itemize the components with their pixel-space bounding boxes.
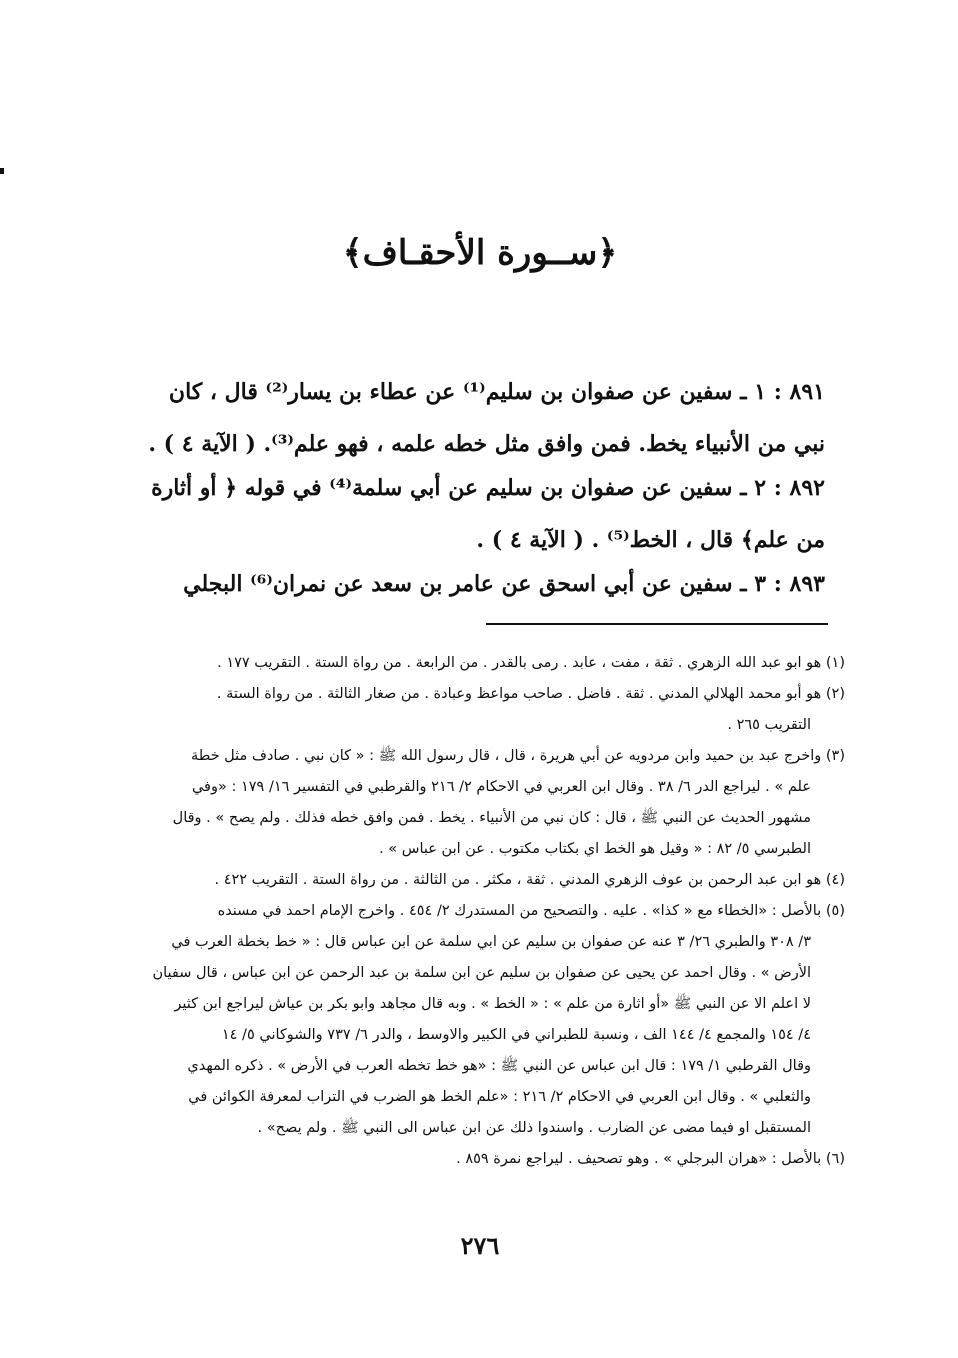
footnote-line: لا اعلم الا عن النبي ﷺ «أو اثارة من علم » : « الخط » . وبه قال مجاهد وابو بكر بن عياش ليراجع ابن كثير <box>174 996 811 1012</box>
footnote-line: (١) هو ابو عبد الله الزهري . ثقة ، مفت ، عابد . رمى بالقدر . من الرابعة . من رواة الستة . التقريب ١٧٧ . <box>217 655 845 671</box>
footnote-line: (٣) واخرج عبد بن حميد وابن مردويه عن أبي هريرة ، قال ، قال رسول الله ﷺ : « كان نبي . صادف مثل خطة <box>190 748 845 764</box>
footnote-line: (٥) بالأصل : «الخطاء مع « كذا» . عليه . والتصحيح من المستدرك ٢/ ٤٥٤ . واخرج الإمام احمد في مسنده <box>217 903 845 919</box>
footnote-line: (٤) هو ابن عبد الرحمن بن عوف الزهري المدني . ثقة ، مكثر . من الثالثة . من رواة الستة . التقريب ٤٢٢ . <box>214 872 845 888</box>
footnote-5 <box>133 896 845 1144</box>
sura-title: ﴿ســورة الأحقـاف﴾ <box>342 233 618 273</box>
footnote-line: التقريب ٢٦٥ . <box>727 717 811 733</box>
footnote-line: الطبرسي ٥/ ٨٢ : « وقيل هو الخط اي بكتاب مكتوب . عن ابن عباس » . <box>379 841 811 857</box>
hadith-entry-892 <box>133 462 825 566</box>
footnote-separator <box>486 623 828 625</box>
footnote-3 <box>133 741 845 865</box>
scan-edge-mark <box>0 168 4 174</box>
entry-line: من علم﴾ قال ، الخط⁽⁵⁾ . ( الآية ٤ ) . <box>476 527 825 553</box>
entry-line: ٨٩٢ : ٢ ـ سفين عن صفوان بن سليم عن أبي سلمة⁽⁴⁾ في قوله ﴿ أو أثارة <box>151 475 825 501</box>
footnote-4 <box>133 865 845 896</box>
page-number: ٢٧٦ <box>460 1231 500 1260</box>
footnote-line: (٢) هو أبو محمد الهلالي المدني . ثقة . فاضل . صاحب مواعظ وعبادة . من صغار الثالثة . من رواة الستة . <box>216 686 845 702</box>
hadith-entry-891 <box>133 366 825 470</box>
footnotes <box>133 648 845 1175</box>
footnote-line: ٤/ ١٥٤ والمجمع ٤/ ١٤٤ الف ، ونسبة للطبراني في الكبير والاوسط ، والدر ٦/ ٧٣٧ والشوكاني ٥/ ١٤ <box>221 1027 811 1043</box>
entry-line: نبي من الأنبياء يخط. فمن وافق مثل خطه علمه ، فهو علم⁽³⁾. ( الآية ٤ ) . <box>148 431 825 457</box>
footnote-1 <box>133 648 845 679</box>
entry-line: ٨٩١ : ١ ـ سفين عن صفوان بن سليم⁽¹⁾ عن عطاء بن يسار⁽²⁾ قال ، كان <box>168 379 825 405</box>
footnote-6 <box>133 1144 845 1175</box>
footnote-line: الأرض » . وقال احمد عن يحيى عن صفوان بن سليم عن ابن سلمة بن عبد الرحمن عن ابن عباس ، قال سفيان <box>152 965 811 981</box>
footnote-line: المستقبل او فيما مضى عن الضارب . واسندوا ذلك عن ابن عباس الى النبي ﷺ . ولم يصح» . <box>257 1120 811 1136</box>
footnote-line: علم » . ليراجع الدر ٦/ ٣٨ . وقال ابن العربي في الاحكام ٢/ ٢١٦ والقرطبي في التفسير ١٦/ ١٧٩ : «وفي <box>191 779 811 795</box>
footnote-line: ٣/ ٣٠٨ والطبري ٢٦/ ٣ عنه عن صفوان بن سليم عن ابي سلمة عن ابن عباس قال : « خط بخطة العرب في <box>171 934 811 950</box>
hadith-entry-893 <box>133 558 825 610</box>
entry-line: ٨٩٣ : ٣ ـ سفين عن أبي اسحق عن عامر بن سعد عن نمران⁽⁶⁾ البجلي <box>183 571 825 597</box>
footnote-line: وقال القرطبي ١/ ١٧٩ : قال ابن عباس عن النبي ﷺ : «هو خط تخطه العرب في الأرض » . ذكره المهدي <box>187 1058 811 1074</box>
footnote-line: والثعلبي » . وقال ابن العربي في الاحكام ٢/ ٢١٦ : «علم الخط هو الضرب في التراب لمعرفة الكوائن في <box>188 1089 811 1105</box>
footnote-line: مشهور الحديث عن النبي ﷺ ، قال : كان نبي من الأنبياء . يخط . فمن وافق خطه فذلك . ولم يصح » . وقال <box>172 810 811 826</box>
footnote-line: (٦) بالأصل : «هران البرجلي » . وهو تصحيف . ليراجع نمرة ٨٥٩ . <box>456 1151 845 1167</box>
footnote-2 <box>133 679 845 741</box>
